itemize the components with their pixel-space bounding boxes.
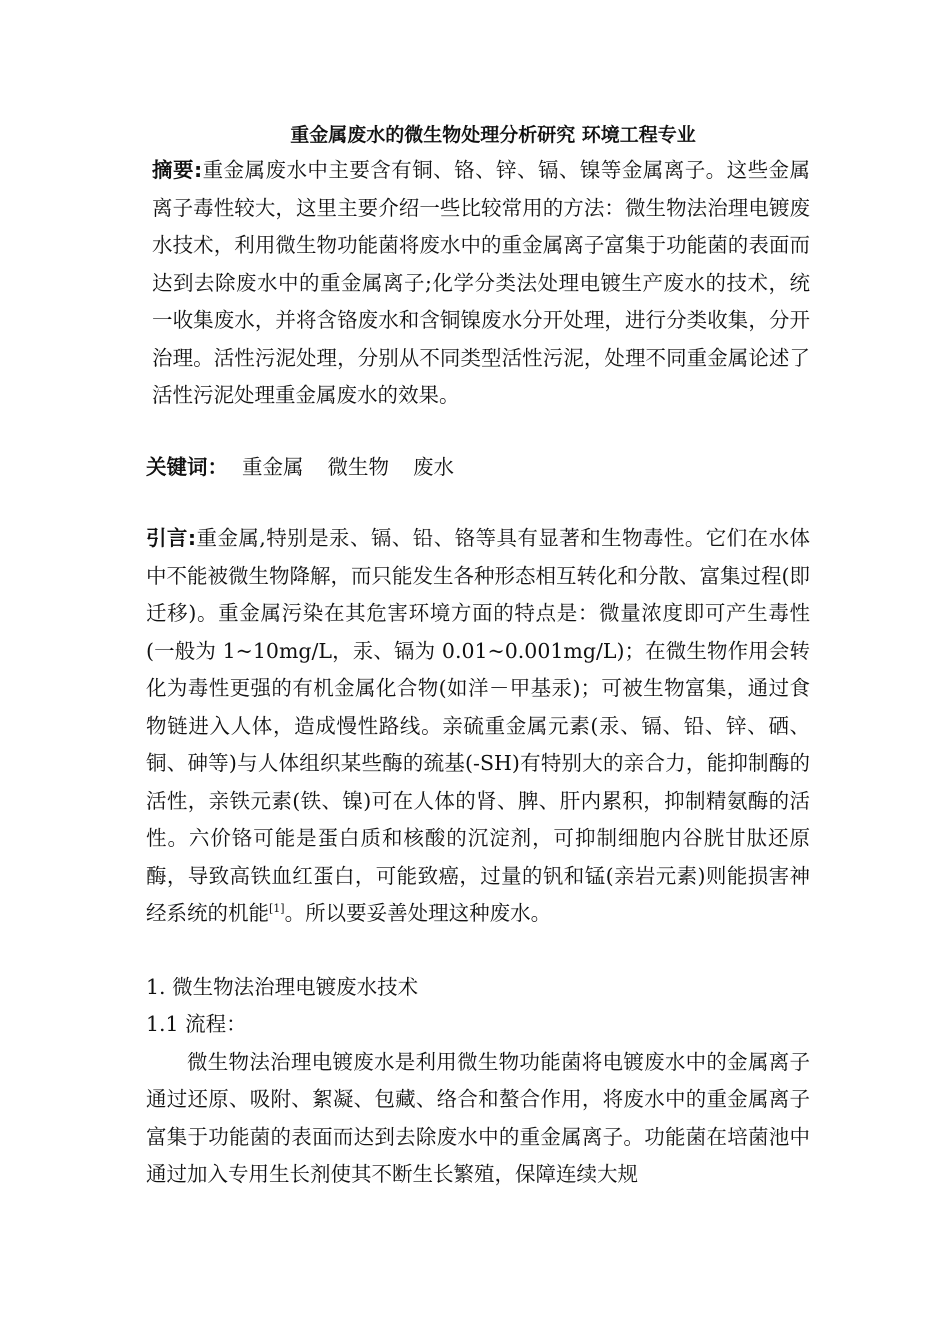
intro-paragraph [146,520,810,933]
keyword-item: 微生物 [327,454,389,479]
intro-label: 引言 [146,526,188,550]
keyword-item: 重金属 [242,454,304,479]
section-body-paragraph: 微生物法治理电镀废水是利用微生物功能菌将电镀废水中的金属离子通过还原、吸附、絮凝、包藏、络合和螯合作用，将废水中的重金属离子富集于功能菌的表面而达到去除废水中的重金属离子。功能菌在培菌池中通过加入专用生长剂使其不断生长繁殖，保障连续大规 [146,1049,810,1186]
abstract-label: 摘要 [152,158,194,182]
citation-marker: [1] [269,902,285,916]
abstract-text: 重金属废水中主要含有铜、铬、锌、镉、镍等金属离子。这些金属离子毒性较大，这里主要介绍一些比较常用的方法：微生物法治理电镀废水技术，利用微生物功能菌将废水中的重金属离子富集于功能菌的表面而达到去除废水中的重金属离子;化学分类法处理电镀生产废水的技术，统一收集废水，并将含铬废水和含铜镍废水分开处理，进行分类收集，分开治理。活性污泥处理，分别从不同类型活性污泥，处理不同重金属论述了活性污泥处理重金属废水的效果。 [152,158,811,407]
abstract-paragraph [146,152,810,415]
intro-separator: : [187,526,197,550]
keyword-item: 废水 [413,454,454,479]
abstract-separator: : [193,158,203,182]
keywords-separator: ： [207,454,228,479]
keywords-line [146,449,810,487]
subsection-heading: 1.1 流程： [146,1012,247,1036]
document-page [146,118,810,1194]
keywords-label: 关键词 [146,454,208,479]
document-title: 重金属废水的微生物处理分析研究 环境工程专业 [290,124,696,146]
intro-tail: 。所以要妥善处理这种废水。 [284,901,552,925]
intro-text: 重金属,特别是汞、镉、铅、铬等具有显著和生物毒性。它们在水体中不能被微生物降解，而只能发生各种形态相互转化和分散、富集过程(即迁移)。重金属污染在其危害环境方面的特点是：微量浓度即可产生毒性(一般为 1~10mg/L，汞、镉为 0.01~0.001mg/L)；在微生物作用会转化为毒性更强的有机金属化合物(如洋－甲基汞)；可被生物富集，通过食物链进入人体，造成慢性路线。亲硫重金属元素(汞、镉、铅、锌、硒、铜、砷等)与人体组织某些酶的巯基(-SH)有特别大的亲合力，能抑制酶的活性，亲铁元素(铁、镍)可在人体的肾、脾、肝内累积，抑制精氨酶的活性。六价铬可能是蛋白质和核酸的沉淀剂，可抑制细胞内谷胱甘肽还原酶，导致高铁血红蛋白，可能致癌，过量的钒和锰(亲岩元素)则能损害神经系统的机能 [146,526,811,925]
section-heading: 1. 微生物法治理电镀废水技术 [146,974,419,999]
